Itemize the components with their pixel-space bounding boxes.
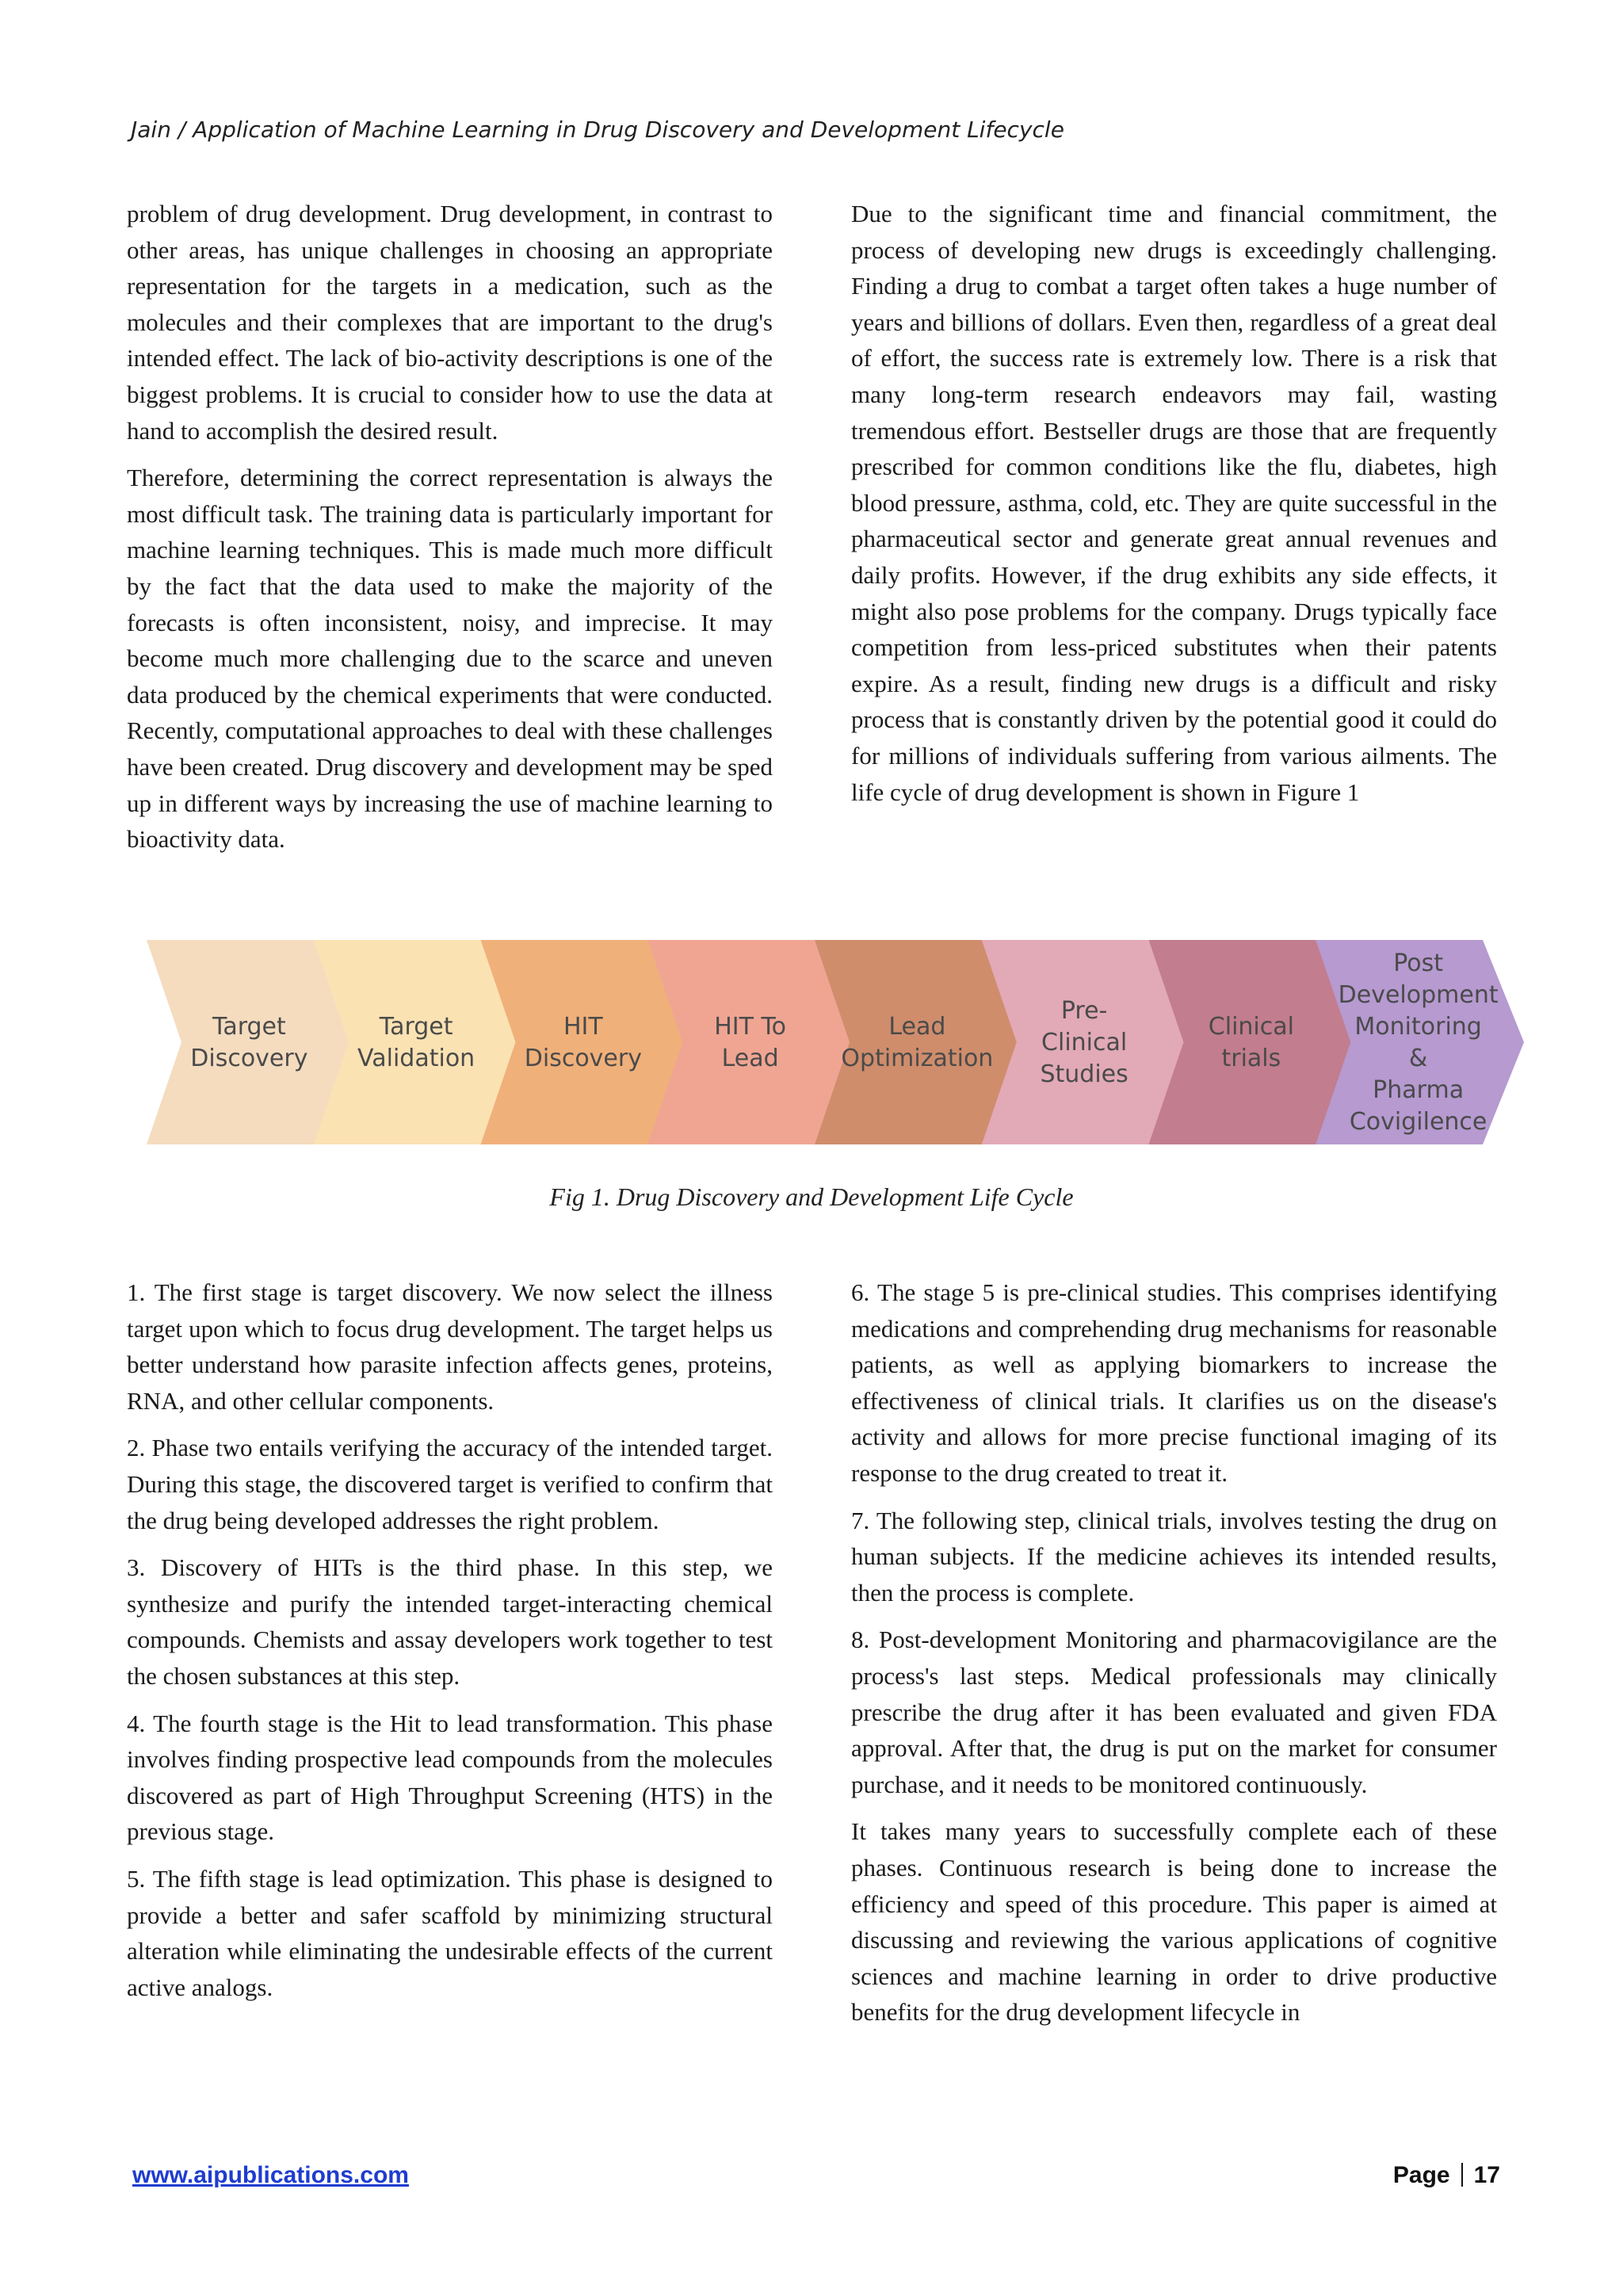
stage-label-line: Discovery [524, 1045, 642, 1072]
lifecycle-figure [147, 935, 1526, 1149]
page-separator [1461, 2163, 1463, 2187]
stage-label-line: Optimization [841, 1045, 994, 1072]
stage-label-line: & [1408, 1045, 1428, 1072]
stage-label-line: trials [1221, 1045, 1281, 1072]
stage-label-line: Pharma [1373, 1076, 1465, 1104]
stage-label-line: Target [212, 1013, 286, 1041]
figure-caption: Fig 1. Drug Discovery and Development Life Cycle [549, 1182, 1074, 1211]
stage-label-line: Clinical [1041, 1029, 1128, 1056]
left-column-top [127, 196, 773, 869]
chevron-stage-1 [147, 940, 355, 1144]
paragraph: 1. The first stage is target discovery. We now select the illness target upon which to focus drug development. The target helps us better understand how parasite infection affects genes, proteins, RNA, and other cellular components. [127, 1278, 773, 1415]
paragraph: 5. The fifth stage is lead optimization. This phase is designed to provide a better and safer scaffold by minimizing structural alteration while eliminating the undesirable effects of the current active analogs. [127, 1864, 773, 2001]
stage-label-line: Lead [721, 1045, 779, 1072]
page-label: Page [1392, 2162, 1450, 2188]
paragraph: Due to the significant time and financial commitment, the process of developing new drugs is exceedingly challenging. Finding a drug to combat a target often takes a huge number of years and billions of dollars. Even then, regardless of a great deal of effort, the success rate is extremely low. There is a risk that many long-term research endeavors may fail, wasting tremendous effort. Bestseller drugs are those that are frequently prescribed for common conditions like the flu, diabetes, high blood pressure, asthma, cold, etc. They are quite successful in the pharmaceutical sector and generate great annual revenues and daily profits. However, if the drug exhibits any side effects, it might also pose problems for the company. Drugs typically face competition from less-priced substitutes when their patents expire. As a result, finding new drugs is a difficult and risky process that is constantly driven by the potential good it could do for millions of individuals suffering from various ailments. The life cycle of drug development is shown in Figure 1 [851, 200, 1497, 806]
right-column-top [851, 196, 1497, 821]
page-number-value: 17 [1473, 2162, 1500, 2188]
stage-label-line: Clinical [1208, 1013, 1294, 1041]
lifecycle-diagram [147, 935, 1526, 1149]
paragraph: 8. Post-development Monitoring and pharmacovigilance are the process's last steps. Medical professionals may clinically prescribe the drug after it has been evaluated and given FDA approval. After that, the drug is put on the market for consumer purchase, and it needs to be monitored continuously. [851, 1626, 1497, 1798]
stage-label-line: HIT To [714, 1013, 787, 1041]
paragraph: 3. Discovery of HITs is the third phase. In this step, we synthesize and purify the intended target-interacting chemical compounds. Chemists and assay developers work together to test the chosen substances at this step. [127, 1553, 773, 1690]
paragraph: 6. The stage 5 is pre-clinical studies. This comprises identifying medications and comprehending drug mechanisms for reasonable patients, as well as applying biomarkers to increase the effectiveness of clinical trials. It clarifies us on the disease's activity and allows for more precise functional imaging of its response to the drug created to treat it. [851, 1278, 1497, 1487]
right-column-bottom [851, 1274, 1497, 2042]
stage-label-line: Target [379, 1013, 453, 1041]
paragraph: 4. The fourth stage is the Hit to lead transformation. This phase involves finding prospective lead compounds from the molecules discovered as part of High Throughput Screening (HTS) in the previous stage. [127, 1709, 773, 1846]
stage-label-line: Lead [888, 1013, 946, 1041]
stage-label-line: Pre- [1060, 997, 1108, 1025]
stage-label-line: Monitoring [1354, 1013, 1482, 1041]
paragraph: It takes many years to successfully complete each of these phases. Continuous research is being done to increase the efficiency and speed of this procedure. This paper is aimed at discussing and reviewing the various applications of cognitive sciences and machine learning in order to drive productive benefits for the drug development lifecycle in [851, 1817, 1497, 2027]
stage-label-line: Covigilence [1349, 1108, 1487, 1136]
stage-label-line: HIT [563, 1013, 603, 1041]
stage-label-line: Validation [357, 1045, 475, 1072]
stage-label-line: Development [1338, 981, 1499, 1009]
stage-label-line: Discovery [190, 1045, 308, 1072]
page-number [1393, 2162, 1500, 2189]
paragraph: 2. Phase two entails verifying the accuracy of the intended target. During this stage, the discovered target is verified to confirm that the drug being developed addresses the right problem. [127, 1434, 773, 1534]
publisher-website-link[interactable]: www.aipublications.com [132, 2162, 409, 2188]
paragraph: problem of drug development. Drug development, in contrast to other areas, has unique challenges in choosing an appropriate representation for the targets in a medication, such as the molecules and their complexes that are important to the drug's intended effect. The lack of bio-activity descriptions is one of the biggest problems. It is crucial to consider how to use the data at hand to accomplish the desired result. [127, 200, 773, 445]
left-column-bottom [127, 1274, 773, 2016]
paragraph: 7. The following step, clinical trials, involves testing the drug on human subjects. If the medicine achieves its intended results, then the process is complete. [851, 1506, 1497, 1606]
paragraph: Therefore, determining the correct representation is always the most difficult task. The training data is particularly important for machine learning techniques. This is made much more difficult by the fact that the data used to make the majority of the forecasts is often inconsistent, noisy, and imprecise. It may become much more challenging due to the scarce and uneven data produced by the chemical experiments that were conducted. Recently, computational approaches to deal with these challenges have been created. Drug discovery and development may be sped up in different ways by increasing the use of machine learning to bioactivity data. [127, 464, 773, 854]
stage-label-line: Studies [1040, 1060, 1128, 1088]
stage-label-line: Post [1393, 949, 1444, 977]
running-title: Jain / Application of Machine Learning in Drug Discovery and Development Lifecycle [131, 117, 1064, 143]
